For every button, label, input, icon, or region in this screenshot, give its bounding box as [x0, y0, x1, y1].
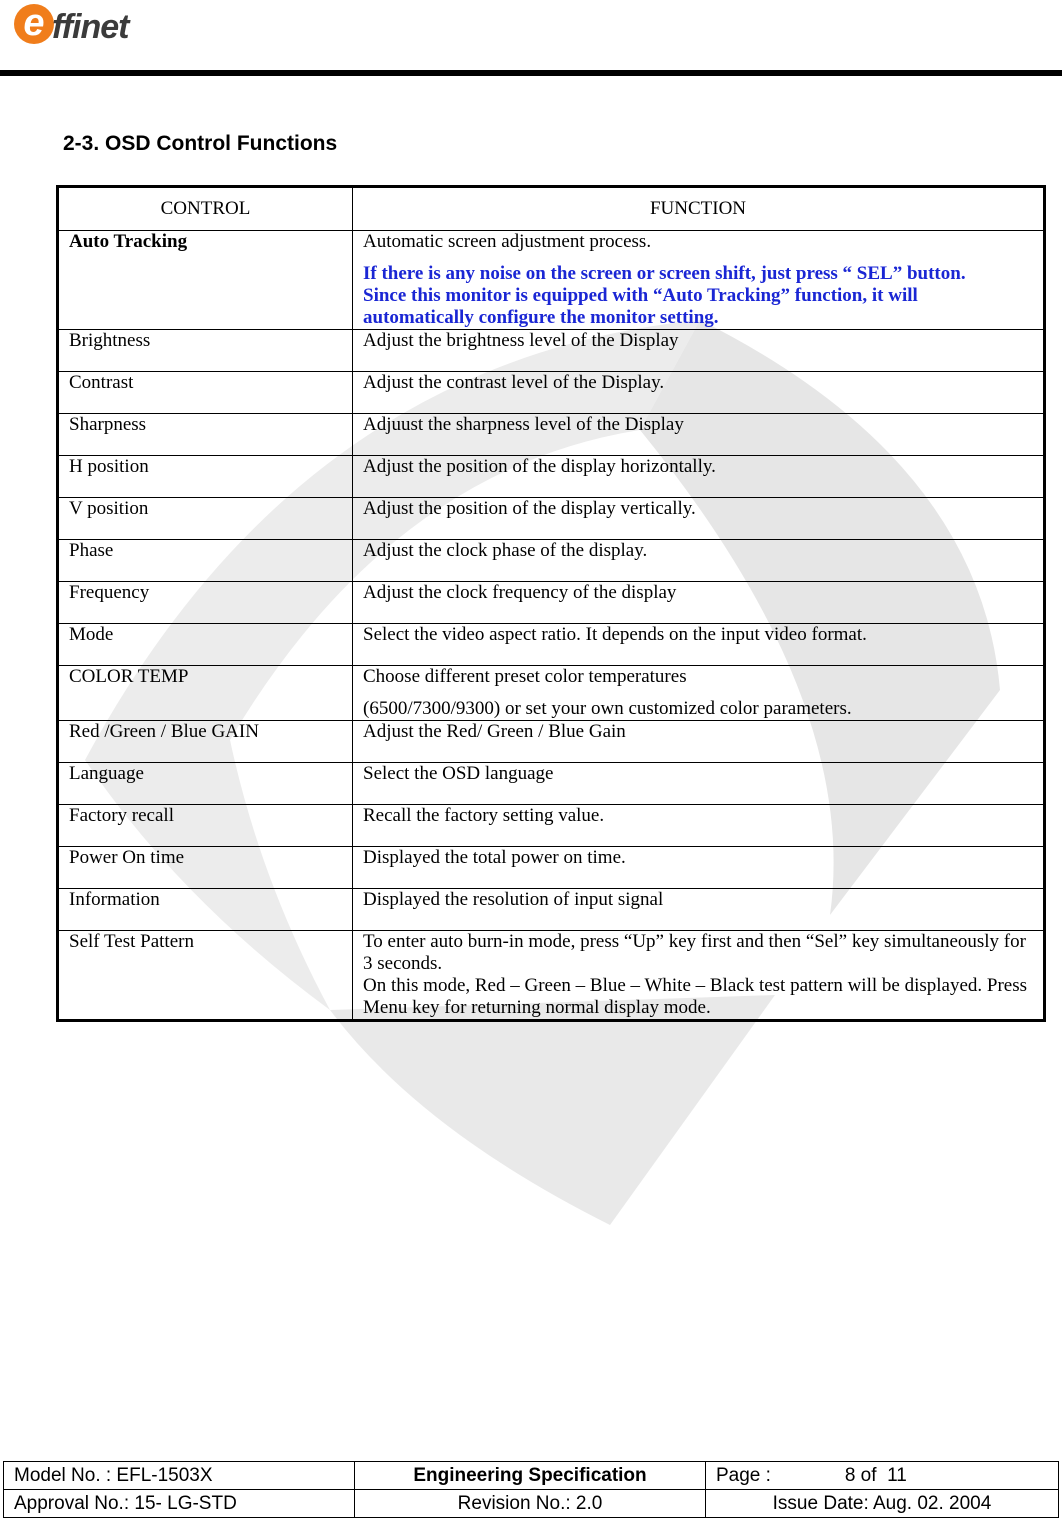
- function-cell: Adjust the clock phase of the display.: [353, 540, 1045, 582]
- function-cell: Adjust the clock frequency of the display: [353, 582, 1045, 624]
- control-cell: Frequency: [58, 582, 353, 624]
- footer-spec: Engineering Specification: [355, 1462, 706, 1490]
- section-title: 2-3. OSD Control Functions: [63, 132, 338, 155]
- footer-page: Page : 8 of 11: [706, 1462, 1059, 1490]
- table-row: [58, 721, 1045, 763]
- footer-approval: Approval No.: 15- LG-STD: [4, 1490, 355, 1518]
- control-cell: Language: [58, 763, 353, 805]
- table-row: [58, 540, 1045, 582]
- control-cell: Brightness: [58, 330, 353, 372]
- control-cell: Information: [58, 889, 353, 931]
- table-row: [58, 330, 1045, 372]
- table-row: [58, 763, 1045, 805]
- control-cell: Contrast: [58, 372, 353, 414]
- control-cell: Sharpness: [58, 414, 353, 456]
- table-row: [58, 582, 1045, 624]
- function-cell: Adjust the position of the display vertically.: [353, 498, 1045, 540]
- table-row: [58, 456, 1045, 498]
- logo-e-mark: e: [14, 4, 54, 44]
- header-function: FUNCTION: [353, 187, 1045, 231]
- function-cell: [353, 931, 1045, 1021]
- control-cell: Phase: [58, 540, 353, 582]
- table-row: [58, 666, 1045, 721]
- footer-issue-date: Issue Date: Aug. 02. 2004: [706, 1490, 1059, 1518]
- control-cell: Auto Tracking: [58, 231, 353, 330]
- table-row: [58, 847, 1045, 889]
- function-text: Automatic screen adjustment process.: [363, 231, 652, 252]
- function-cell: [353, 666, 1045, 721]
- function-cell: Adjust the brightness level of the Display: [353, 330, 1045, 372]
- function-cell: Adjust the position of the display horizontally.: [353, 456, 1045, 498]
- function-text: Choose different preset color temperatures: [363, 666, 687, 687]
- function-cell: Recall the factory setting value.: [353, 805, 1045, 847]
- function-note: Since this monitor is equipped with “Auto Tracking” function, it will automatically configure the monitor setting.: [363, 285, 918, 328]
- control-cell: H position: [58, 456, 353, 498]
- table-row: [58, 889, 1045, 931]
- function-text: On this mode, Red – Green – Blue – White – Black test pattern will be displayed. Press Menu key for returning normal display mode.: [363, 975, 1027, 1018]
- header-rule: [0, 70, 1062, 76]
- table-row: [58, 931, 1045, 1021]
- function-cell: Select the OSD language: [353, 763, 1045, 805]
- function-cell: Displayed the resolution of input signal: [353, 889, 1045, 931]
- table-row: [58, 372, 1045, 414]
- function-note: If there is any noise on the screen or screen shift, just press “ SEL” button.: [363, 263, 966, 284]
- control-cell: Factory recall: [58, 805, 353, 847]
- table-row: [58, 624, 1045, 666]
- footer-model: Model No. : EFL-1503X: [4, 1462, 355, 1490]
- control-cell: Power On time: [58, 847, 353, 889]
- header-control: CONTROL: [58, 187, 353, 231]
- control-cell: Mode: [58, 624, 353, 666]
- function-cell: Displayed the total power on time.: [353, 847, 1045, 889]
- function-text: (6500/7300/9300) or set your own customized color parameters.: [363, 698, 852, 719]
- control-cell: V position: [58, 498, 353, 540]
- control-cell: Self Test Pattern: [58, 931, 353, 1021]
- function-cell: Adjust the contrast level of the Display.: [353, 372, 1045, 414]
- footer-table: [3, 1461, 1059, 1518]
- control-cell: Red /Green / Blue GAIN: [58, 721, 353, 763]
- footer-revision: Revision No.: 2.0: [355, 1490, 706, 1518]
- control-cell: COLOR TEMP: [58, 666, 353, 721]
- table-header-row: [58, 187, 1045, 231]
- logo-text: ffinet: [52, 8, 129, 46]
- company-logo: [14, 2, 184, 54]
- table-row: [58, 231, 1045, 330]
- table-row: [58, 414, 1045, 456]
- function-cell: Select the video aspect ratio. It depends on the input video format.: [353, 624, 1045, 666]
- function-cell: [353, 231, 1045, 330]
- function-cell: Adjuust the sharpness level of the Display: [353, 414, 1045, 456]
- function-cell: Adjust the Red/ Green / Blue Gain: [353, 721, 1045, 763]
- function-text: To enter auto burn-in mode, press “Up” key first and then “Sel” key simultaneously for 3 seconds.: [363, 931, 1026, 974]
- table-row: [58, 498, 1045, 540]
- table-row: [58, 805, 1045, 847]
- osd-control-table: [56, 185, 1046, 1022]
